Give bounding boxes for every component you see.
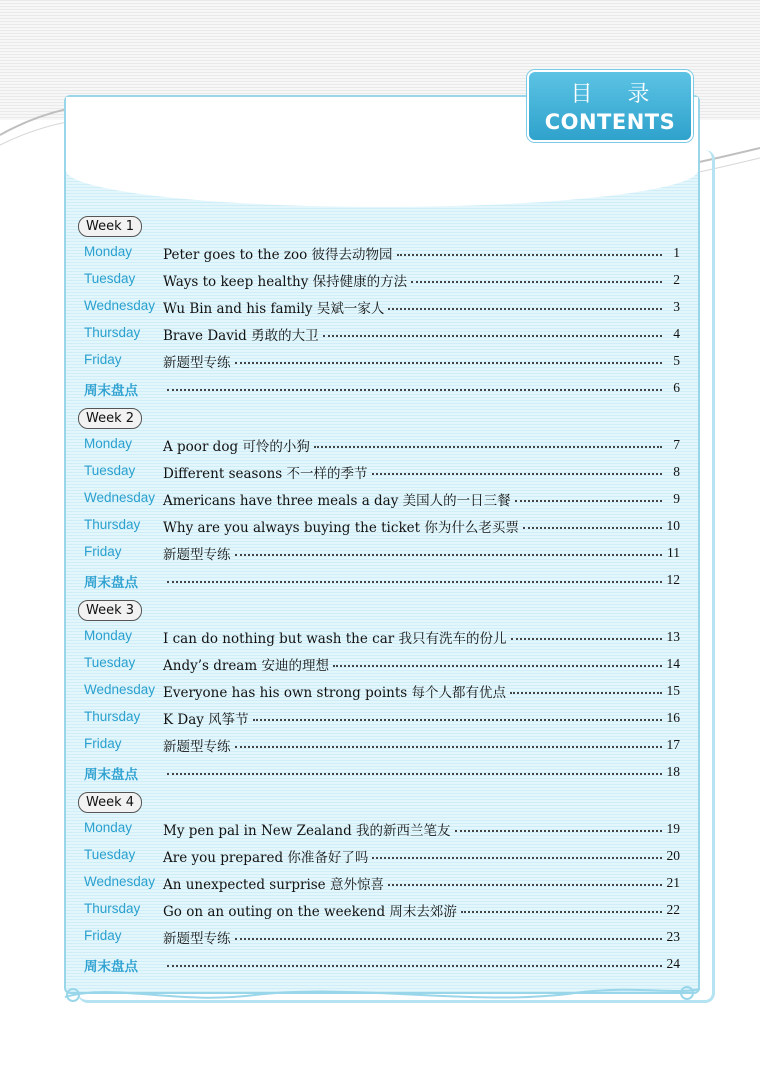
- toc-page-number: 14: [666, 656, 680, 671]
- toc-entry-line: [163, 708, 680, 728]
- toc-page-number: 13: [666, 629, 680, 644]
- toc-entry-line: [163, 516, 680, 536]
- toc-entry-line: [163, 735, 680, 755]
- toc-day-label: Wednesday: [84, 682, 156, 697]
- toc-title: K Day 风筝节: [163, 712, 249, 728]
- toc-page-number: 7: [673, 437, 680, 452]
- toc-entry-line: [163, 873, 680, 893]
- toc-entry[interactable]: [84, 874, 680, 894]
- toc-page-number: 1: [673, 245, 680, 260]
- toc-title: Peter goes to the zoo 彼得去动物园: [163, 247, 393, 263]
- toc-title: 新题型专练: [163, 739, 231, 755]
- toc-entry-line: [163, 351, 680, 371]
- toc-day-label: Monday: [84, 436, 133, 451]
- toc-page-number: 12: [666, 572, 680, 587]
- toc-entry[interactable]: [84, 820, 680, 840]
- toc-entry[interactable]: [84, 352, 680, 372]
- toc-title: 新题型专练: [163, 355, 231, 371]
- dot-leader: [411, 280, 662, 283]
- toc-title: A poor dog 可怜的小狗: [163, 439, 310, 455]
- toc-entry-line: [163, 297, 680, 317]
- toc-entry[interactable]: [84, 544, 680, 564]
- toc-page-number: 15: [666, 683, 680, 698]
- toc-page-number: 11: [667, 545, 680, 560]
- toc-entry-line: [163, 489, 680, 509]
- toc-entry-line: [163, 681, 680, 701]
- toc-page-number: 16: [666, 710, 680, 725]
- contents-title-en: CONTENTS: [544, 110, 676, 134]
- toc-day-label: Thursday: [84, 709, 141, 724]
- contents-header: [527, 70, 693, 142]
- toc-entry[interactable]: [84, 763, 680, 783]
- toc-entry[interactable]: [84, 298, 680, 318]
- toc-entry[interactable]: [84, 682, 680, 702]
- toc-entry[interactable]: [84, 244, 680, 264]
- dot-leader: [461, 910, 662, 913]
- toc-entry-line: [163, 762, 680, 782]
- dot-leader: [235, 361, 663, 364]
- toc-entry[interactable]: [84, 901, 680, 921]
- toc-entry-line: [163, 954, 680, 974]
- toc-day-label: Thursday: [84, 517, 141, 532]
- toc-title: An unexpected surprise 意外惊喜: [163, 877, 384, 893]
- toc-title: 新题型专练: [163, 931, 231, 947]
- toc-entry-line: [163, 627, 680, 647]
- toc-title: I can do nothing but wash the car 我只有洗车的份儿: [163, 631, 507, 647]
- toc-entry-line: [163, 927, 680, 947]
- toc-day-label: 周末盘点: [84, 767, 138, 783]
- toc-page-number: 22: [666, 902, 680, 917]
- toc-page-number: 5: [673, 353, 680, 368]
- toc-day-label: Tuesday: [84, 463, 136, 478]
- toc-day-label: Wednesday: [84, 490, 156, 505]
- toc-entry[interactable]: [84, 379, 680, 399]
- toc-entry[interactable]: [84, 463, 680, 483]
- toc-entry-line: [163, 378, 680, 398]
- toc-entry-line: [163, 846, 680, 866]
- toc-page-number: 3: [673, 299, 680, 314]
- dot-leader: [388, 883, 662, 886]
- dot-leader: [253, 718, 662, 721]
- dot-leader: [314, 445, 662, 448]
- toc-day-label: 周末盘点: [84, 383, 138, 399]
- dot-leader: [372, 472, 662, 475]
- toc-entry[interactable]: [84, 955, 680, 975]
- toc-day-label: Friday: [84, 736, 122, 751]
- toc-entry-line: [163, 900, 680, 920]
- toc-entry-line: [163, 435, 680, 455]
- toc-entry[interactable]: [84, 571, 680, 591]
- dot-leader: [167, 580, 662, 583]
- toc-title: Everyone has his own strong points 每个人都有优点: [163, 685, 507, 701]
- toc-day-label: Friday: [84, 544, 122, 559]
- toc-entry[interactable]: [84, 517, 680, 537]
- toc-day-label: Thursday: [84, 901, 141, 916]
- toc-title: Andy’s dream 安迪的理想: [163, 658, 329, 674]
- toc-day-label: Thursday: [84, 325, 141, 340]
- toc-title: Brave David 勇敢的大卫: [163, 328, 319, 344]
- toc-page-number: 23: [666, 929, 680, 944]
- toc-entry[interactable]: [84, 628, 680, 648]
- toc-entry[interactable]: [84, 928, 680, 948]
- week-badge: Week 1: [78, 216, 142, 237]
- week-badge: Week 4: [78, 792, 142, 813]
- toc-page-number: 4: [673, 326, 680, 341]
- toc-entry-line: [163, 324, 680, 344]
- toc-title: Go on an outing on the weekend 周末去郊游: [163, 904, 457, 920]
- toc-day-label: Friday: [84, 928, 122, 943]
- toc-title: My pen pal in New Zealand 我的新西兰笔友: [163, 823, 451, 839]
- dot-leader: [323, 334, 662, 337]
- toc-day-label: Friday: [84, 352, 122, 367]
- dot-leader: [167, 964, 662, 967]
- toc-page-number: 9: [673, 491, 680, 506]
- toc-entry[interactable]: [84, 709, 680, 729]
- dot-leader: [167, 388, 662, 391]
- dot-leader: [510, 691, 662, 694]
- toc-entry[interactable]: [84, 271, 680, 291]
- week-badge: Week 3: [78, 600, 142, 621]
- toc-day-label: Monday: [84, 820, 133, 835]
- contents-title-cn: 目 录: [570, 82, 664, 107]
- toc-day-label: 周末盘点: [84, 575, 138, 591]
- toc-day-label: Wednesday: [84, 874, 156, 889]
- toc-page-number: 18: [666, 764, 680, 779]
- dot-leader: [455, 829, 662, 832]
- toc-title: 新题型专练: [163, 547, 231, 563]
- dot-leader: [235, 553, 663, 556]
- toc-page-number: 17: [666, 737, 680, 752]
- toc-page-number: 10: [666, 518, 680, 533]
- dot-leader: [515, 499, 662, 502]
- toc-entry[interactable]: [84, 736, 680, 756]
- toc-title: Why are you always buying the ticket 你为什么老买票: [163, 520, 519, 536]
- toc-page-number: 21: [666, 875, 680, 890]
- toc-entry-line: [163, 543, 680, 563]
- dot-leader: [523, 526, 662, 529]
- toc-page-number: 8: [673, 464, 680, 479]
- toc-day-label: Tuesday: [84, 271, 136, 286]
- dot-leader: [167, 772, 662, 775]
- toc-title: Different seasons 不一样的季节: [163, 466, 368, 482]
- dot-leader: [372, 856, 662, 859]
- dot-leader: [388, 307, 662, 310]
- toc-entry[interactable]: [84, 655, 680, 675]
- toc-title: Wu Bin and his family 吴斌一家人: [163, 301, 385, 317]
- dot-leader: [235, 937, 663, 940]
- toc-page-number: 24: [666, 956, 680, 971]
- toc-entry-line: [163, 819, 680, 839]
- toc-title: Ways to keep healthy 保持健康的方法: [163, 274, 408, 290]
- bottom-wave-decoration: [55, 975, 705, 1015]
- toc-entry-line: [163, 654, 680, 674]
- toc-entry-line: [163, 462, 680, 482]
- toc-day-label: 周末盘点: [84, 959, 138, 975]
- toc-entry-line: [163, 270, 680, 290]
- toc-day-label: Monday: [84, 244, 133, 259]
- toc-entry[interactable]: [84, 847, 680, 867]
- toc-entry-line: [163, 243, 680, 263]
- toc-entry[interactable]: [84, 325, 680, 345]
- toc-page-number: 2: [673, 272, 680, 287]
- toc-entry[interactable]: [84, 490, 680, 510]
- dot-leader: [397, 253, 662, 256]
- toc-day-label: Tuesday: [84, 847, 136, 862]
- toc-title: Are you prepared 你准备好了吗: [163, 850, 369, 866]
- toc-entry[interactable]: [84, 436, 680, 456]
- toc-page-number: 6: [673, 380, 680, 395]
- dot-leader: [235, 745, 663, 748]
- toc-page-number: 19: [666, 821, 680, 836]
- toc-entry-line: [163, 570, 680, 590]
- week-badge: Week 2: [78, 408, 142, 429]
- toc-day-label: Monday: [84, 628, 133, 643]
- toc-title: Americans have three meals a day 美国人的一日三餐: [163, 493, 511, 509]
- dot-leader: [333, 664, 662, 667]
- toc-day-label: Wednesday: [84, 298, 156, 313]
- toc-day-label: Tuesday: [84, 655, 136, 670]
- toc-page-number: 20: [666, 848, 680, 863]
- dot-leader: [511, 637, 663, 640]
